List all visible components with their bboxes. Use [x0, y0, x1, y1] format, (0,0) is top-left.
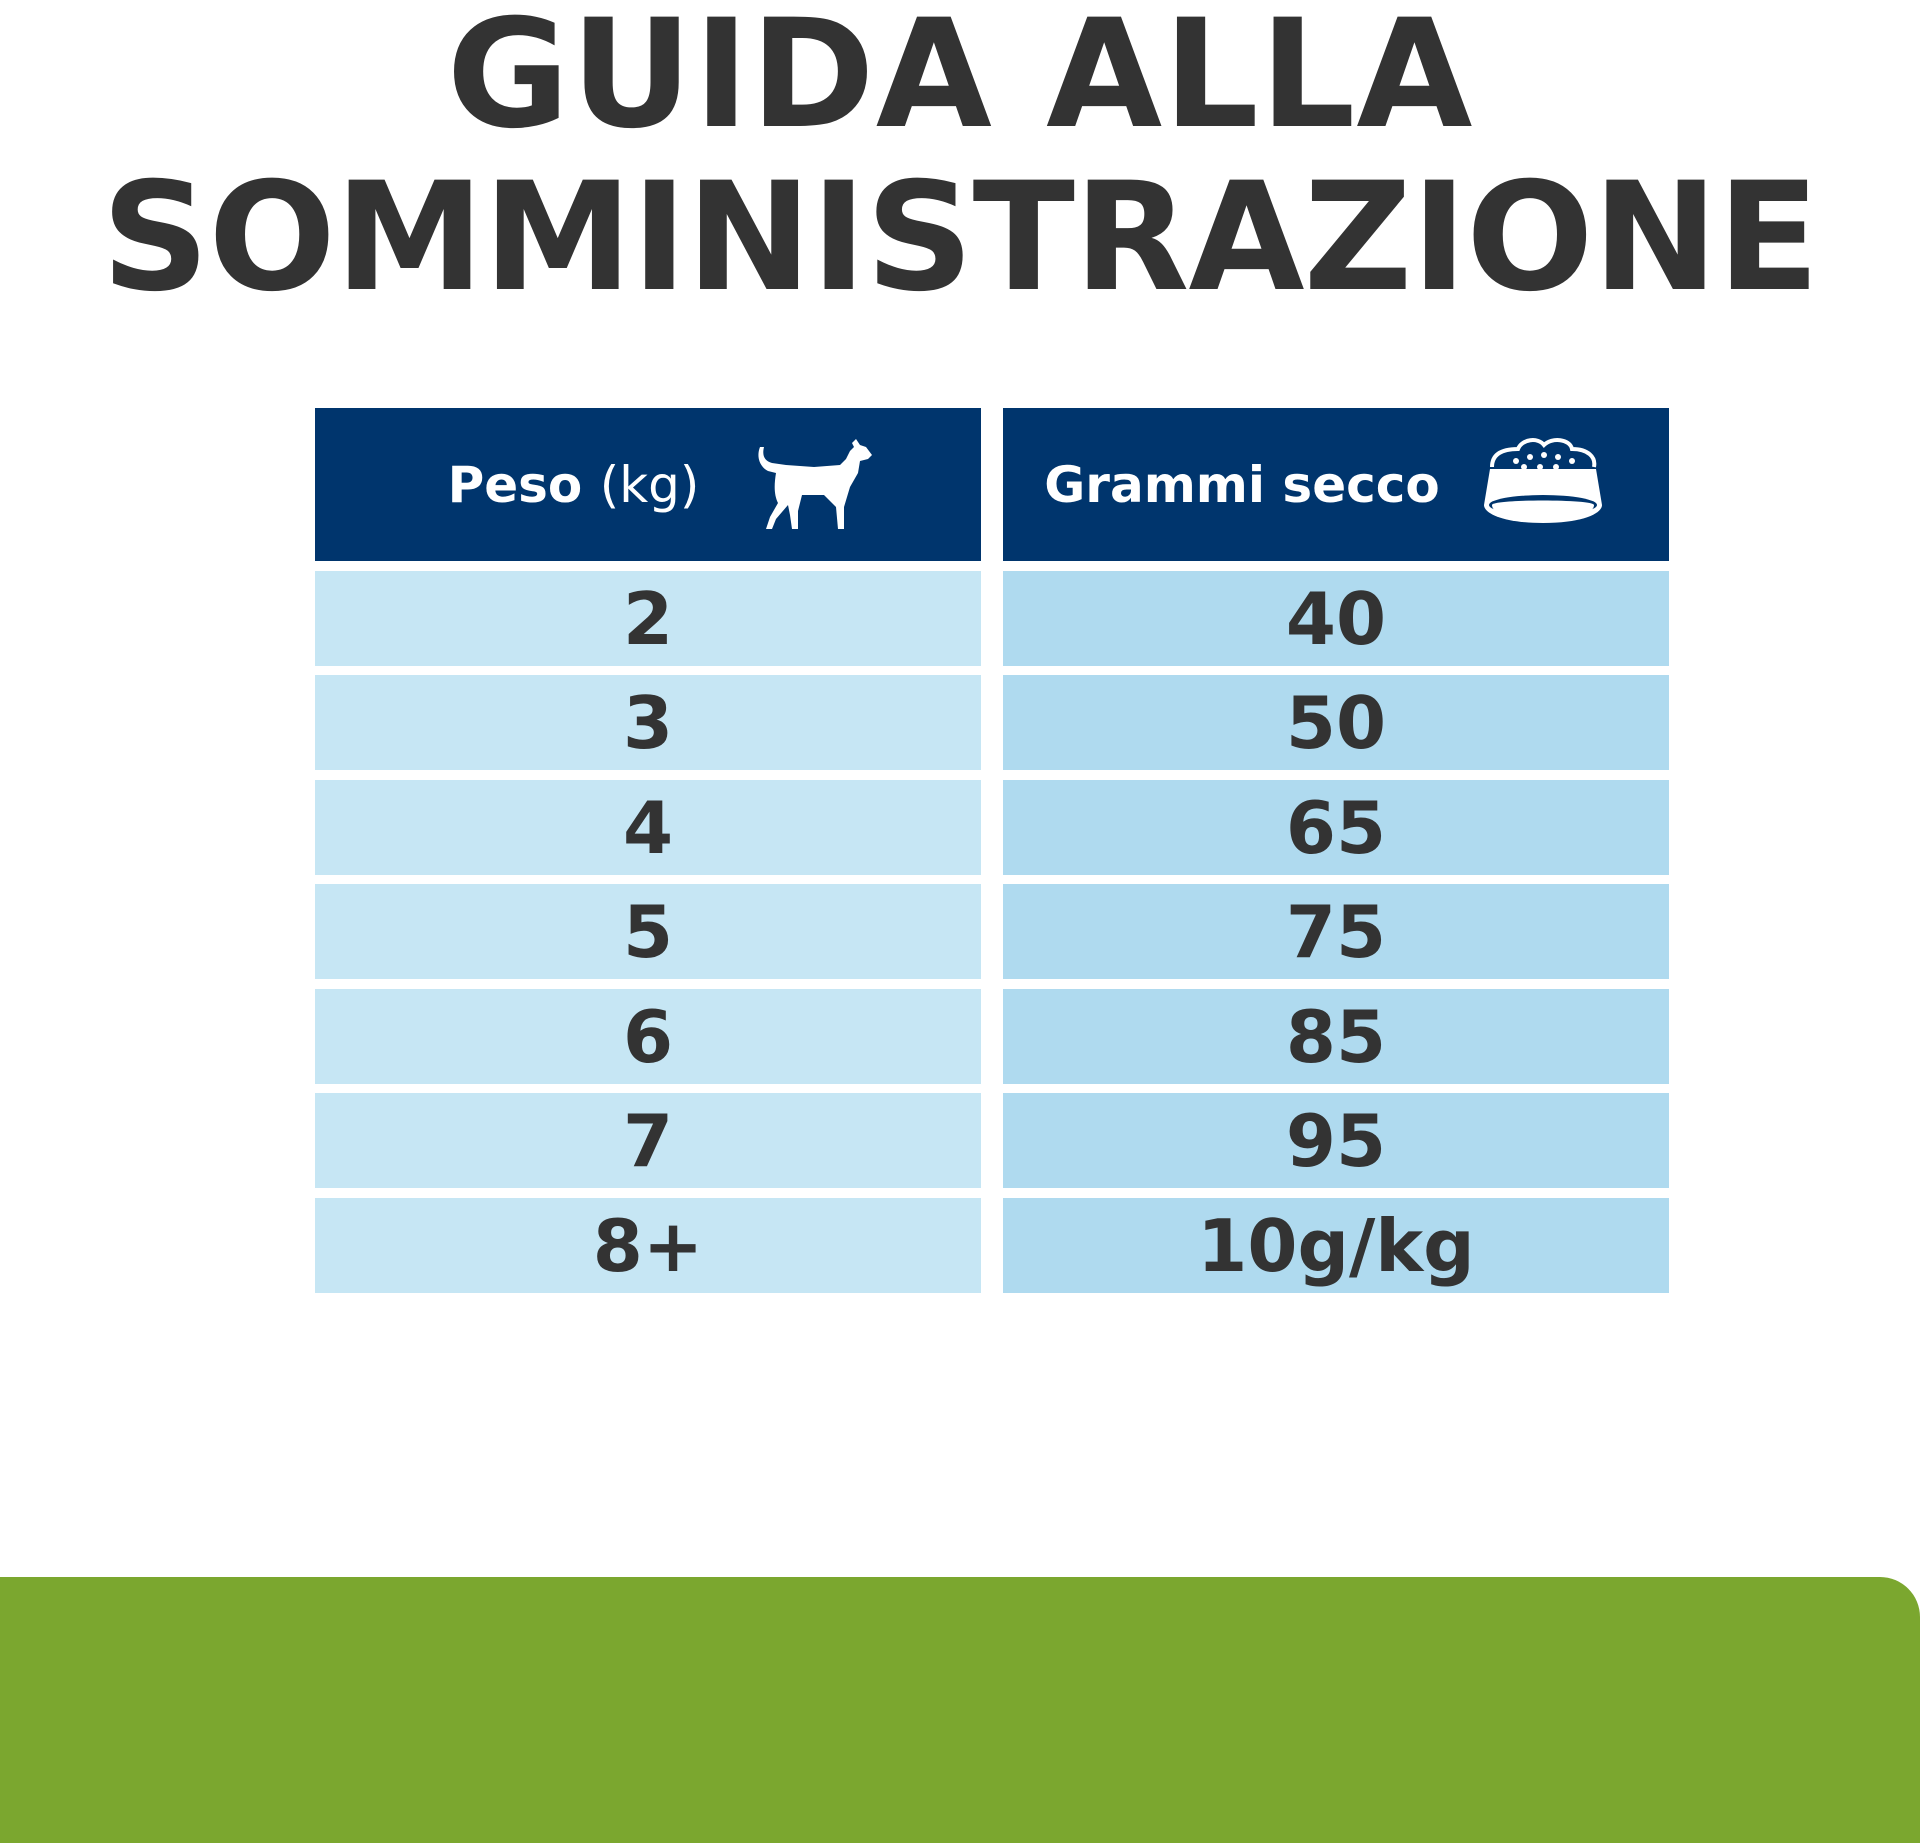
grams-value: 95: [1285, 1098, 1387, 1183]
food-bowl-icon: [1478, 435, 1608, 535]
table-row-weight: [315, 1198, 981, 1293]
table-row-grams: [1003, 884, 1669, 979]
table-row-grams: [1003, 675, 1669, 770]
table-row-weight: [315, 1093, 981, 1188]
table-row-weight: [315, 571, 981, 666]
header-grams-label: Grammi secco: [1044, 455, 1440, 514]
header-weight-label: Peso: [447, 455, 583, 514]
dog-icon: [754, 435, 878, 535]
weight-value: 4: [622, 785, 674, 870]
grams-value: 50: [1285, 680, 1387, 765]
grams-value: 10g/kg: [1197, 1203, 1475, 1288]
header-grams: [1003, 408, 1669, 561]
table-row-grams: [1003, 1093, 1669, 1188]
footer-green-band: [0, 1577, 1920, 1843]
table-row-weight: [315, 989, 981, 1084]
table-row-weight: [315, 780, 981, 875]
grams-value: 40: [1285, 576, 1387, 661]
weight-value: 7: [622, 1098, 674, 1183]
table-row-grams: [1003, 1198, 1669, 1293]
header-weight: [315, 408, 981, 561]
page-title-line-2: SOMMINISTRAZIONE: [101, 151, 1819, 325]
weight-value: 6: [622, 994, 674, 1079]
grams-value: 65: [1285, 785, 1387, 870]
weight-value: 8+: [592, 1203, 704, 1288]
table-row-weight: [315, 884, 981, 979]
page-title-line-1: GUIDA ALLA: [446, 0, 1474, 162]
table-row-grams: [1003, 571, 1669, 666]
header-weight-unit: (kg): [599, 455, 700, 514]
weight-value: 5: [622, 889, 674, 974]
grams-value: 75: [1285, 889, 1387, 974]
weight-value: 2: [622, 576, 674, 661]
table-row-grams: [1003, 780, 1669, 875]
table-row-weight: [315, 675, 981, 770]
table-row-grams: [1003, 989, 1669, 1084]
grams-value: 85: [1285, 994, 1387, 1079]
weight-value: 3: [622, 680, 674, 765]
